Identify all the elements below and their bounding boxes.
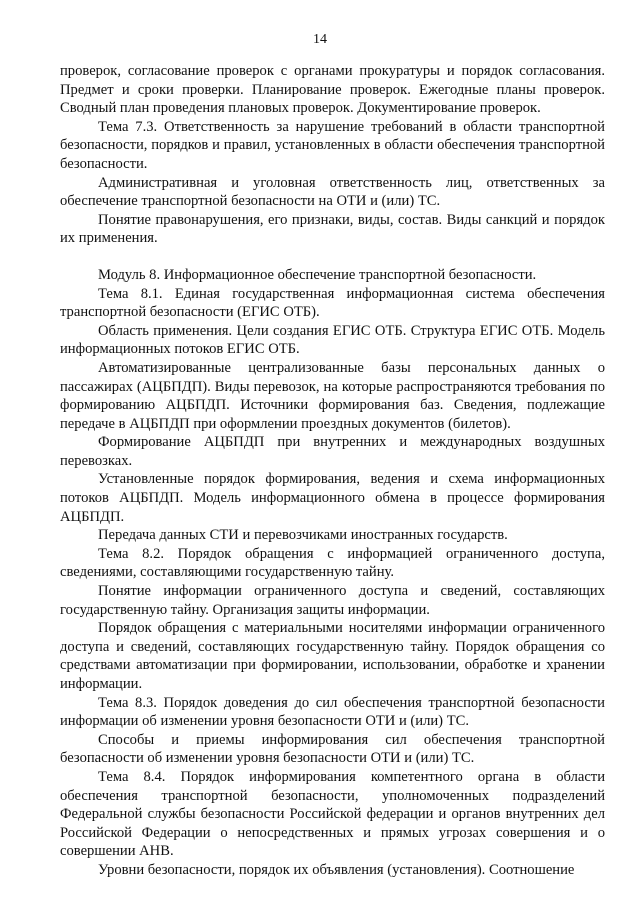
paragraph: Тема 7.3. Ответственность за нарушение требований в области транспортной безопасности, порядков и правил, установленных в области обеспечения транспортной безопасности.	[60, 118, 605, 172]
paragraph: Тема 8.4. Порядок информирования компетентного органа в области обеспечения транспортной безопасности, уполномоченных подразделений Федеральной службы безопасности Российской федерации и органов внутренних дел Российской Федерации о непосредственных и прямых угрозах совершения и о совершении АНВ.	[60, 768, 605, 860]
paragraph: Автоматизированные централизованные базы персональных данных о пассажирах (АЦБПДП). Виды перевозок, на которые распространяются требования по формированию АЦБПДП. Источники формирования баз. Сведения, подлежащие передаче в АЦБПДП при оформлении проездных документов (билетов).	[60, 359, 605, 432]
paragraph: Тема 8.3. Порядок доведения до сил обеспечения транспортной безопасности информации об изменении уровня безопасности ОТИ и (или) ТС.	[60, 694, 605, 730]
paragraph: Тема 8.1. Единая государственная информационная система обеспечения транспортной безопасности (ЕГИС ОТБ).	[60, 285, 605, 321]
module-heading: Модуль 8. Информационное обеспечение транспортной безопасности.	[98, 266, 537, 283]
paragraph: Понятие информации ограниченного доступа и сведений, составляющих государственную тайну. Организация защиты информации.	[60, 583, 605, 618]
paragraph: Уровни безопасности, порядок их объявления (установления). Соотношение	[98, 861, 575, 878]
paragraph: Передача данных СТИ и перевозчиками иностранных государств.	[98, 527, 508, 544]
paragraph: Способы и приемы информирования сил обеспечения транспортной безопасности об изменении уровня безопасности ОТИ и (или) ТС.	[60, 731, 605, 767]
paragraph: Область применения. Цели создания ЕГИС ОТБ. Структура ЕГИС ОТБ. Модель информационных потоков ЕГИС ОТБ.	[60, 322, 605, 358]
paragraph: проверок, согласование проверок с органами прокуратуры и порядок согласования. Предмет и сроки проверки. Планирование проверок. Ежегодные планы проверок. Сводный план проведения плановых проверок. Документирование проверок.	[60, 63, 605, 117]
page-number: 14	[313, 32, 327, 47]
paragraph: Понятие правонарушения, его признаки, виды, состав. Виды санкций и порядок их применения.	[60, 211, 605, 247]
paragraph: Порядок обращения с материальными носителями информации ограниченного доступа и сведений, составляющих государственную тайну. Порядок обращения со средствами автоматизации при формировании, использовании, обработке и хранении информации.	[60, 620, 605, 692]
page-body	[60, 62, 605, 880]
paragraph: Формирование АЦБПДП при внутренних и международных воздушных перевозках.	[60, 434, 605, 469]
paragraph: Административная и уголовная ответственность лиц, ответственных за обеспечение транспортной безопасности на ОТИ и (или) ТС.	[60, 174, 605, 210]
paragraph: Тема 8.2. Порядок обращения с информацией ограниченного доступа, сведениями, составляющими государственную тайну.	[60, 545, 605, 581]
paragraph: Установленные порядок формирования, ведения и схема информационных потоков АЦБПДП. Модель информационного обмена в процессе формирования АЦБПДП.	[60, 471, 605, 525]
